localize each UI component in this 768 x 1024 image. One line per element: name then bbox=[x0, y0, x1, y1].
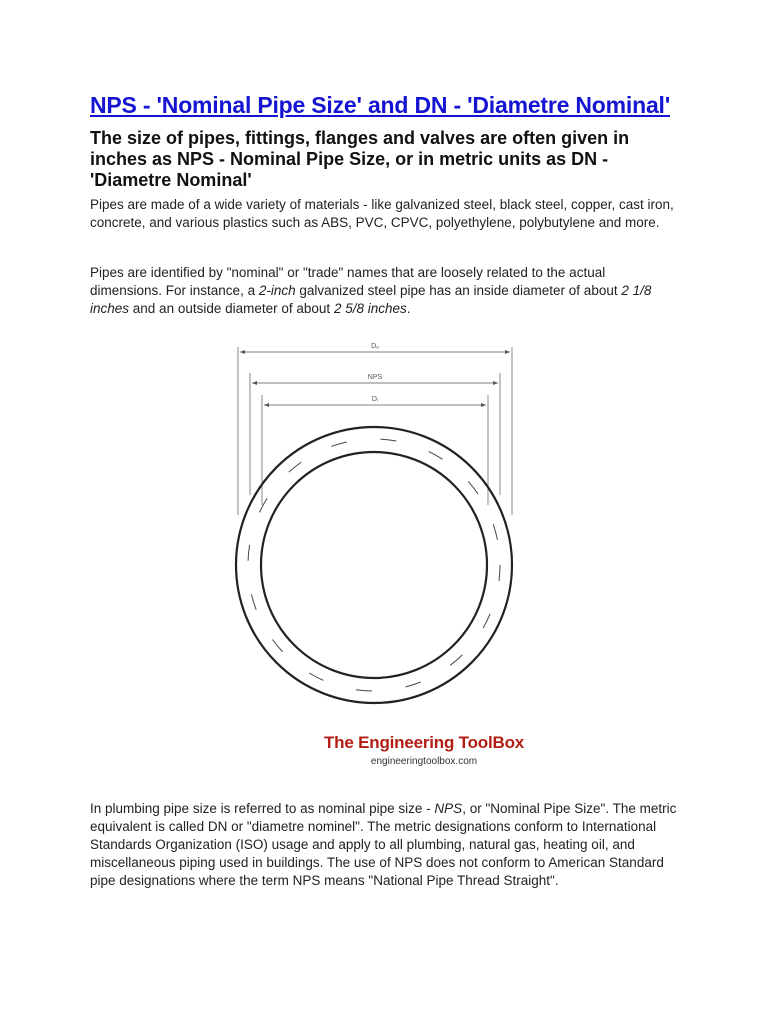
engineering-toolbox-url: engineeringtoolbox.com bbox=[370, 756, 478, 767]
text-run: and an outside diameter of about bbox=[129, 301, 334, 316]
text-run: galvanized steel pipe has an inside diameter of about bbox=[295, 283, 622, 298]
dim-label-inner-diameter: Dᵢ bbox=[371, 396, 379, 403]
emphasis: 2 5/8 inches bbox=[333, 301, 407, 316]
text-run: . bbox=[406, 301, 411, 316]
emphasis: NPS bbox=[434, 801, 463, 816]
text-run: , or "Nominal Pipe Size". The metric equivalent is called DN or "diametre nominel". The metric designations conform to International Standards Organization (ISO) usage and apply to all plumbing, natural gas, heating oil, and miscellaneous piping used in buildings. The use of NPS does not conform to American Standard pipe designations where the term NPS means "National Pipe Thread Straight". bbox=[90, 801, 677, 888]
paragraph-nps-definition bbox=[90, 800, 680, 890]
paragraph-materials: Pipes are made of a wide variety of materials - like galvanized steel, black steel, copper, cast iron, concrete, and various plastics such as ABS, PVC, CPVC, polyethylene, polybutylene and more. bbox=[90, 197, 674, 230]
paragraph-nominal-names bbox=[90, 264, 680, 318]
text-run: Pipes are identified by "nominal" or "trade" names that are loosely related to the actual dimensions. For instance, a bbox=[90, 265, 606, 298]
nominal-diameter-circle bbox=[248, 439, 500, 691]
article-subtitle: The size of pipes, fittings, flanges and valves are often given in inches as NPS - Nominal Pipe Size, or in metric units as DN - 'Diametre Nominal' bbox=[90, 128, 630, 190]
pipe-diagram bbox=[228, 335, 528, 775]
emphasis: 2-inch bbox=[258, 283, 296, 298]
text-run: In plumbing pipe size is referred to as nominal pipe size - bbox=[90, 801, 435, 816]
dim-label-outer-diameter: Dₒ bbox=[371, 343, 379, 350]
pipe-cross-section-drawing bbox=[228, 335, 528, 775]
dim-label-nps: NPS bbox=[367, 374, 383, 381]
pipe-inner-wall bbox=[261, 452, 487, 678]
emphasis: 2 1/8 inches bbox=[90, 283, 652, 316]
pipe-outer-wall bbox=[236, 427, 512, 703]
engineering-toolbox-logo: The Engineering ToolBox bbox=[323, 733, 525, 752]
article-title-link[interactable]: NPS - 'Nominal Pipe Size' and DN - 'Diametre Nominal' bbox=[90, 92, 670, 118]
